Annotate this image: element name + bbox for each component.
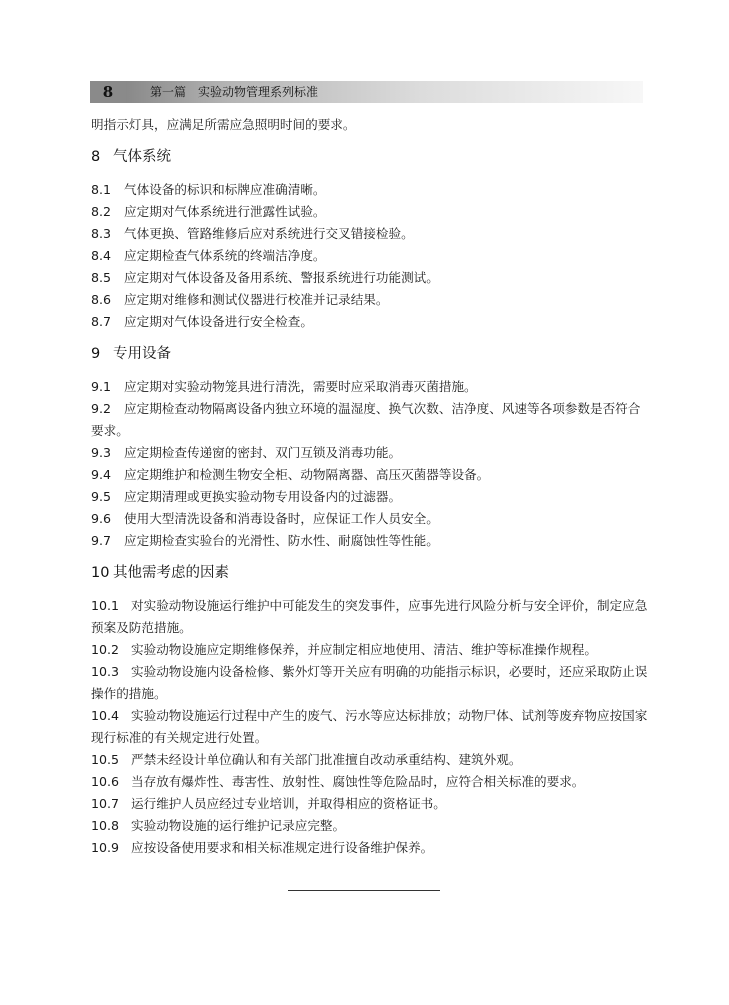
item-number: 10.2 <box>91 642 120 657</box>
item-text: 气体设备的标识和标牌应准确清晰。 <box>124 182 326 197</box>
list-item <box>91 705 651 749</box>
intro-paragraph: 明指示灯具，应满足所需应急照明时间的要求。 <box>91 117 356 132</box>
list-item <box>91 815 651 837</box>
item-number: 10.8 <box>91 818 120 833</box>
list-item <box>91 771 651 793</box>
section-9 <box>91 343 651 552</box>
item-number: 9.3 <box>91 445 112 460</box>
list-item <box>91 464 651 486</box>
item-number: 8.2 <box>91 204 112 219</box>
item-text: 应按设备使用要求和相关标准规定进行设备维护保养。 <box>131 840 434 855</box>
section-10 <box>91 562 651 859</box>
item-text: 应定期检查实验台的光滑性、防水性、耐腐蚀性等性能。 <box>124 533 439 548</box>
section-heading <box>91 562 651 584</box>
item-text: 严禁未经设计单位确认和有关部门批准擅自改动承重结构、建筑外观。 <box>131 752 522 767</box>
list-item <box>91 442 651 464</box>
item-number: 8.4 <box>91 248 112 263</box>
list-item <box>91 267 651 289</box>
list-item <box>91 595 651 639</box>
item-number: 9.7 <box>91 533 112 548</box>
item-text: 对实验动物设施运行维护中可能发生的突发事件，应事先进行风险分析与安全评价，制定应急预案及防范措施。 <box>91 598 648 635</box>
item-text: 应定期对气体设备及备用系统、警报系统进行功能测试。 <box>124 270 439 285</box>
item-text: 应定期对实验动物笼具进行清洗，需要时应采取消毒灭菌措施。 <box>124 379 477 394</box>
item-number: 9.2 <box>91 401 112 416</box>
item-number: 8.6 <box>91 292 112 307</box>
item-number: 8.1 <box>91 182 112 197</box>
list-item <box>91 289 651 311</box>
page-content <box>91 114 651 859</box>
item-number: 8.5 <box>91 270 112 285</box>
item-text: 应定期检查动物隔离设备内独立环境的温湿度、换气次数、洁净度、风速等各项参数是否符合要求。 <box>91 401 641 438</box>
section-heading <box>91 146 651 168</box>
section-title: 其他需考虑的因素 <box>113 565 229 581</box>
list-item <box>91 793 651 815</box>
list-item <box>91 639 651 661</box>
item-text: 应定期维护和检测生物安全柜、动物隔离器、高压灭菌器等设备。 <box>124 467 490 482</box>
section-title: 气体系统 <box>113 149 171 165</box>
item-text: 应定期检查传递窗的密封、双门互锁及消毒功能。 <box>124 445 402 460</box>
section-number: 8 <box>91 149 101 165</box>
list-item <box>91 749 651 771</box>
section-number: 9 <box>91 346 101 362</box>
item-number: 10.7 <box>91 796 120 811</box>
list-item <box>91 530 651 552</box>
item-text: 应定期对维修和测试仪器进行校准并记录结果。 <box>124 292 389 307</box>
list-item <box>91 661 651 705</box>
section-number: 10 <box>91 565 110 581</box>
page-number: 8 <box>90 81 126 103</box>
page-header <box>90 81 643 103</box>
item-text: 实验动物设施运行过程中产生的废气、污水等应达标排放；动物尸体、试剂等废弃物应按国家现行标准的有关规定进行处置。 <box>91 708 648 745</box>
item-text: 运行维护人员应经过专业培训，并取得相应的资格证书。 <box>131 796 446 811</box>
list-item <box>91 311 651 333</box>
item-number: 9.6 <box>91 511 112 526</box>
list-item <box>91 837 651 859</box>
list-item <box>91 223 651 245</box>
item-text: 实验动物设施内设备检修、紫外灯等开关应有明确的功能指示标识，必要时，还应采取防止误操作的措施。 <box>91 664 648 701</box>
item-text: 应定期对气体系统进行泄露性试验。 <box>124 204 326 219</box>
list-item <box>91 376 651 398</box>
item-number: 10.6 <box>91 774 120 789</box>
list-item <box>91 486 651 508</box>
item-number: 10.1 <box>91 598 120 613</box>
item-number: 10.4 <box>91 708 120 723</box>
item-text: 实验动物设施应定期维修保养，并应制定相应地使用、清洁、维护等标准操作规程。 <box>131 642 597 657</box>
section-title: 专用设备 <box>113 346 171 362</box>
item-text: 应定期对气体设备进行安全检查。 <box>124 314 313 329</box>
footnote-divider <box>288 890 440 891</box>
item-number: 9.5 <box>91 489 112 504</box>
header-title: 第一篇 实验动物管理系列标准 <box>150 85 319 99</box>
item-text: 当存放有爆炸性、毒害性、放射性、腐蚀性等危险品时，应符合相关标准的要求。 <box>131 774 585 789</box>
item-text: 应定期清理或更换实验动物专用设备内的过滤器。 <box>124 489 402 504</box>
item-number: 9.1 <box>91 379 112 394</box>
list-item <box>91 179 651 201</box>
item-number: 10.3 <box>91 664 120 679</box>
item-number: 10.9 <box>91 840 120 855</box>
section-heading <box>91 343 651 365</box>
item-text: 气体更换、管路维修后应对系统进行交叉错接检验。 <box>124 226 414 241</box>
item-text: 使用大型清洗设备和消毒设备时，应保证工作人员安全。 <box>124 511 439 526</box>
item-number: 9.4 <box>91 467 112 482</box>
item-text: 应定期检查气体系统的终端洁净度。 <box>124 248 326 263</box>
item-number: 8.3 <box>91 226 112 241</box>
item-text: 实验动物设施的运行维护记录应完整。 <box>131 818 346 833</box>
item-number: 8.7 <box>91 314 112 329</box>
section-8 <box>91 146 651 333</box>
list-item <box>91 508 651 530</box>
list-item <box>91 398 651 442</box>
list-item <box>91 201 651 223</box>
list-item <box>91 245 651 267</box>
item-number: 10.5 <box>91 752 120 767</box>
